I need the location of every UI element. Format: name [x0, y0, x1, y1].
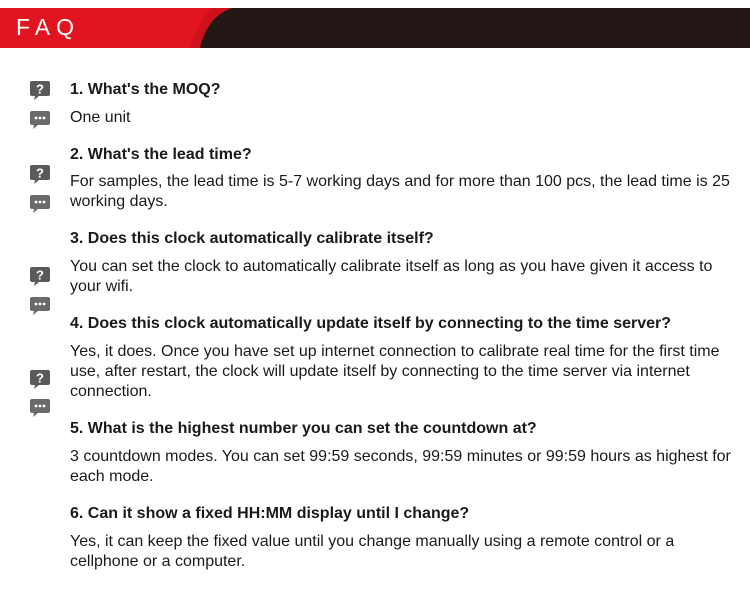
svg-text:?: ?	[36, 370, 44, 386]
faq-question-2: 2. What's the lead time?	[70, 146, 252, 163]
svg-text:?: ?	[36, 165, 44, 181]
question-bubble-icon	[29, 266, 51, 287]
chat-dots-icon	[29, 110, 51, 131]
faq-answer-5: 3 countdown modes. You can set 99:59 seconds, 99:59 minutes or 99:59 hours as highest for each mode.	[70, 448, 731, 485]
page-title: FAQ	[16, 14, 81, 40]
question-bubble-icon	[29, 369, 51, 390]
banner-background	[0, 8, 750, 48]
question-bubble-icon	[29, 80, 51, 101]
chat-dots-icon	[29, 194, 51, 215]
faq-answer-1: One unit	[70, 109, 131, 126]
faq-question-4: 4. Does this clock automatically update itself by connecting to the time server?	[70, 315, 672, 332]
faq-answer-4: Yes, it does. Once you have set up internet connection to calibrate real time for the first time use, after restart, the clock will update itself by connecting to the time server via internet connection.	[70, 343, 720, 400]
faq-answer-6: Yes, it can keep the fixed value until you change manually using a remote control or a cellphone or a computer.	[70, 533, 675, 570]
question-bubble-icon	[29, 164, 51, 185]
svg-text:?: ?	[36, 81, 44, 97]
faq-answer-2: For samples, the lead time is 5-7 working days and for more than 100 pcs, the lead time is 25 working days.	[70, 173, 730, 210]
svg-text:?: ?	[36, 267, 44, 283]
faq-question-6: 6. Can it show a fixed HH:MM display until I change?	[70, 505, 470, 522]
faq-answer-3: You can set the clock to automatically calibrate itself as long as you have given it access to your wifi.	[70, 258, 713, 295]
faq-question-3: 3. Does this clock automatically calibrate itself?	[70, 230, 434, 247]
chat-dots-icon	[29, 296, 51, 317]
faq-question-5: 5. What is the highest number you can set the countdown at?	[70, 420, 537, 437]
faq-question-1: 1. What's the MOQ?	[70, 81, 221, 98]
chat-dots-icon	[29, 398, 51, 419]
faq-header-banner	[0, 8, 750, 48]
